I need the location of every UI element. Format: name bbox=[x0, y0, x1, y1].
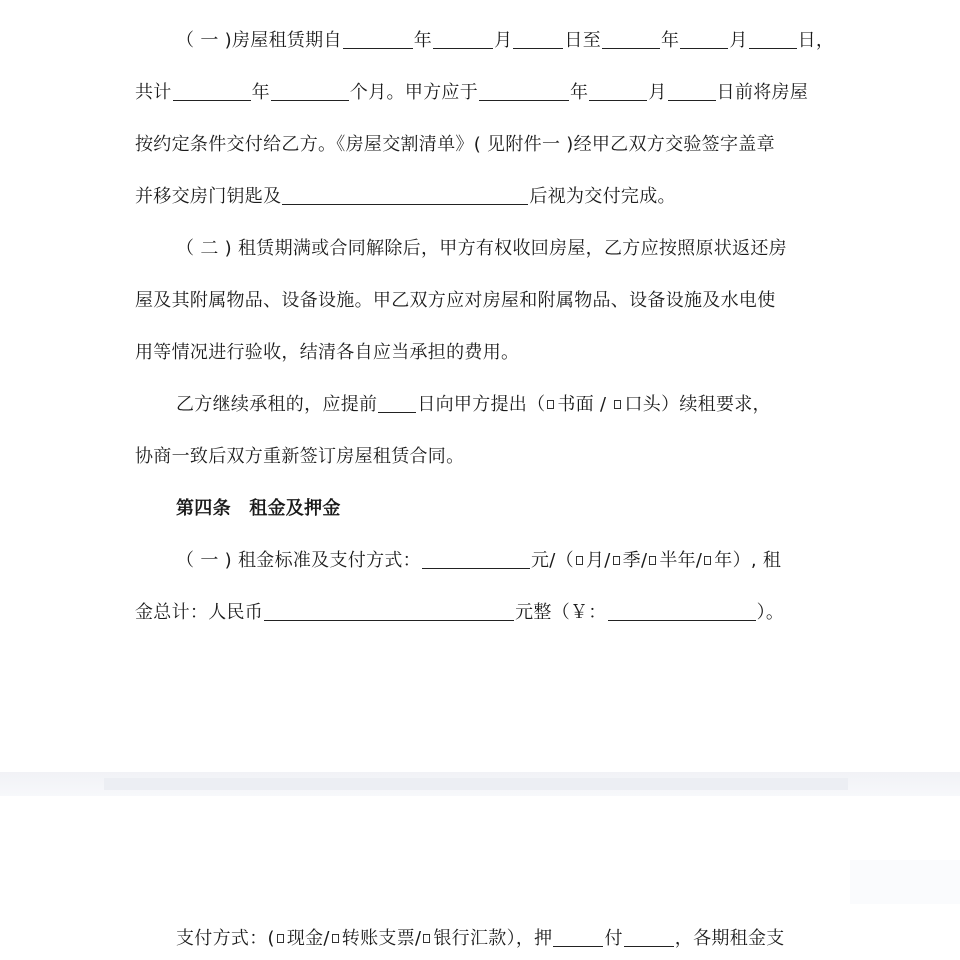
option-season: 季/ bbox=[622, 550, 648, 571]
text: 付 bbox=[604, 928, 623, 949]
paragraph-renewal-line2 bbox=[0, 446, 960, 468]
blank-rent-total-words[interactable] bbox=[264, 602, 514, 621]
checkbox-icon[interactable] bbox=[649, 556, 656, 565]
page-break-shadow bbox=[104, 778, 848, 790]
checkbox-icon[interactable] bbox=[277, 934, 284, 943]
text: 共计 bbox=[135, 82, 172, 103]
paragraph-lease-term-line4 bbox=[0, 186, 960, 208]
text: 月 bbox=[729, 30, 748, 51]
blank-notice-days[interactable] bbox=[378, 394, 416, 413]
option-cash: 现金/ bbox=[286, 928, 330, 949]
blank-pay-months[interactable] bbox=[624, 928, 674, 947]
article-heading bbox=[0, 498, 960, 520]
blank-rent-amount[interactable] bbox=[422, 550, 530, 569]
text: 日， bbox=[797, 30, 835, 51]
checkbox-icon[interactable] bbox=[423, 934, 430, 943]
text: 协商一致后双方重新签订房屋租赁合同。 bbox=[135, 446, 465, 467]
paragraph-rent-line2 bbox=[0, 602, 960, 624]
blank-start-day[interactable] bbox=[513, 30, 563, 49]
blank-start-month[interactable] bbox=[433, 30, 493, 49]
paragraph-rent-line1 bbox=[0, 550, 960, 572]
option-year: 年 bbox=[714, 550, 733, 571]
paragraph-lease-term-line3 bbox=[0, 134, 960, 156]
blank-deliver-month[interactable] bbox=[589, 82, 647, 101]
blank-total-years[interactable] bbox=[173, 82, 251, 101]
text: （ 二 ) 租赁期满或合同解除后，甲方有权收回房屋，乙方应按照原状返还房 bbox=[176, 238, 787, 259]
text: / bbox=[594, 394, 613, 415]
blank-deliver-day[interactable] bbox=[668, 82, 716, 101]
option-halfyear: 半年/ bbox=[659, 550, 703, 571]
text: 用等情况进行验收，结清各自应当承担的费用。 bbox=[135, 342, 520, 363]
text: 日至 bbox=[564, 30, 601, 51]
paragraph-lease-end-line2 bbox=[0, 290, 960, 312]
blank-end-month[interactable] bbox=[680, 30, 728, 49]
option-written: 书面 bbox=[557, 394, 595, 415]
paragraph-payment-method bbox=[0, 928, 960, 950]
blank-rent-total-number[interactable] bbox=[608, 602, 756, 621]
text: 元整（￥： bbox=[515, 602, 607, 623]
paragraph-renewal-line1 bbox=[0, 394, 960, 416]
text: 年 bbox=[251, 82, 270, 103]
checkbox-icon[interactable] bbox=[613, 556, 620, 565]
option-bank-transfer: 银行汇款 bbox=[433, 928, 507, 949]
text: 金总计：人民币 bbox=[135, 602, 264, 623]
paragraph-lease-term-line1 bbox=[0, 30, 960, 52]
text: 元/（ bbox=[531, 550, 574, 571]
text: （ 一 ) 租金标准及支付方式： bbox=[176, 550, 421, 571]
text: ），押 bbox=[506, 928, 553, 949]
page-corner-shade bbox=[850, 860, 960, 904]
text: 年 bbox=[661, 30, 680, 51]
text: ）续租要求， bbox=[661, 394, 771, 415]
blank-start-year[interactable] bbox=[343, 30, 413, 49]
checkbox-icon[interactable] bbox=[704, 556, 711, 565]
text: 日前将房屋 bbox=[716, 82, 809, 103]
text: ）。 bbox=[756, 602, 785, 623]
text: 月 bbox=[648, 82, 667, 103]
checkbox-icon[interactable] bbox=[547, 400, 554, 409]
text: 支付方式：( bbox=[176, 928, 275, 949]
blank-total-months[interactable] bbox=[271, 82, 349, 101]
option-oral: 口头 bbox=[624, 394, 662, 415]
text: 乙方继续承租的，应提前 bbox=[176, 394, 378, 415]
text: 年 bbox=[570, 82, 589, 103]
text: 日向甲方提出（ bbox=[417, 394, 546, 415]
text: 月 bbox=[494, 30, 513, 51]
text: 后视为交付完成。 bbox=[529, 186, 676, 207]
checkbox-icon[interactable] bbox=[332, 934, 339, 943]
blank-end-year[interactable] bbox=[602, 30, 660, 49]
paragraph-lease-term-line2 bbox=[0, 82, 960, 104]
blank-end-day[interactable] bbox=[749, 30, 797, 49]
blank-keys-items[interactable] bbox=[282, 186, 528, 205]
blank-deposit-months[interactable] bbox=[553, 928, 603, 947]
checkbox-icon[interactable] bbox=[614, 400, 621, 409]
text: ）, 租 bbox=[732, 550, 782, 571]
paragraph-lease-end-line3 bbox=[0, 342, 960, 364]
text: ，各期租金支 bbox=[674, 928, 785, 949]
text: 屋及其附属物品、设备设施。甲乙双方应对房屋和附属物品、设备设施及水电使 bbox=[135, 290, 776, 311]
option-transfer-check: 转账支票/ bbox=[341, 928, 422, 949]
paragraph-lease-end-line1 bbox=[0, 238, 960, 260]
option-month: 月/ bbox=[585, 550, 611, 571]
text: 按约定条件交付给乙方。《房屋交割清单》( 见附件一 )经甲乙双方交验签字盖章 bbox=[135, 134, 775, 155]
text: （ 一 )房屋租赁期自 bbox=[176, 30, 342, 51]
text: 年 bbox=[413, 30, 433, 51]
blank-deliver-year[interactable] bbox=[479, 82, 569, 101]
checkbox-icon[interactable] bbox=[576, 556, 583, 565]
text: 个月。甲方应于 bbox=[349, 82, 479, 103]
heading-text: 第四条 租金及押金 bbox=[176, 498, 341, 519]
text: 并移交房门钥匙及 bbox=[135, 186, 282, 207]
